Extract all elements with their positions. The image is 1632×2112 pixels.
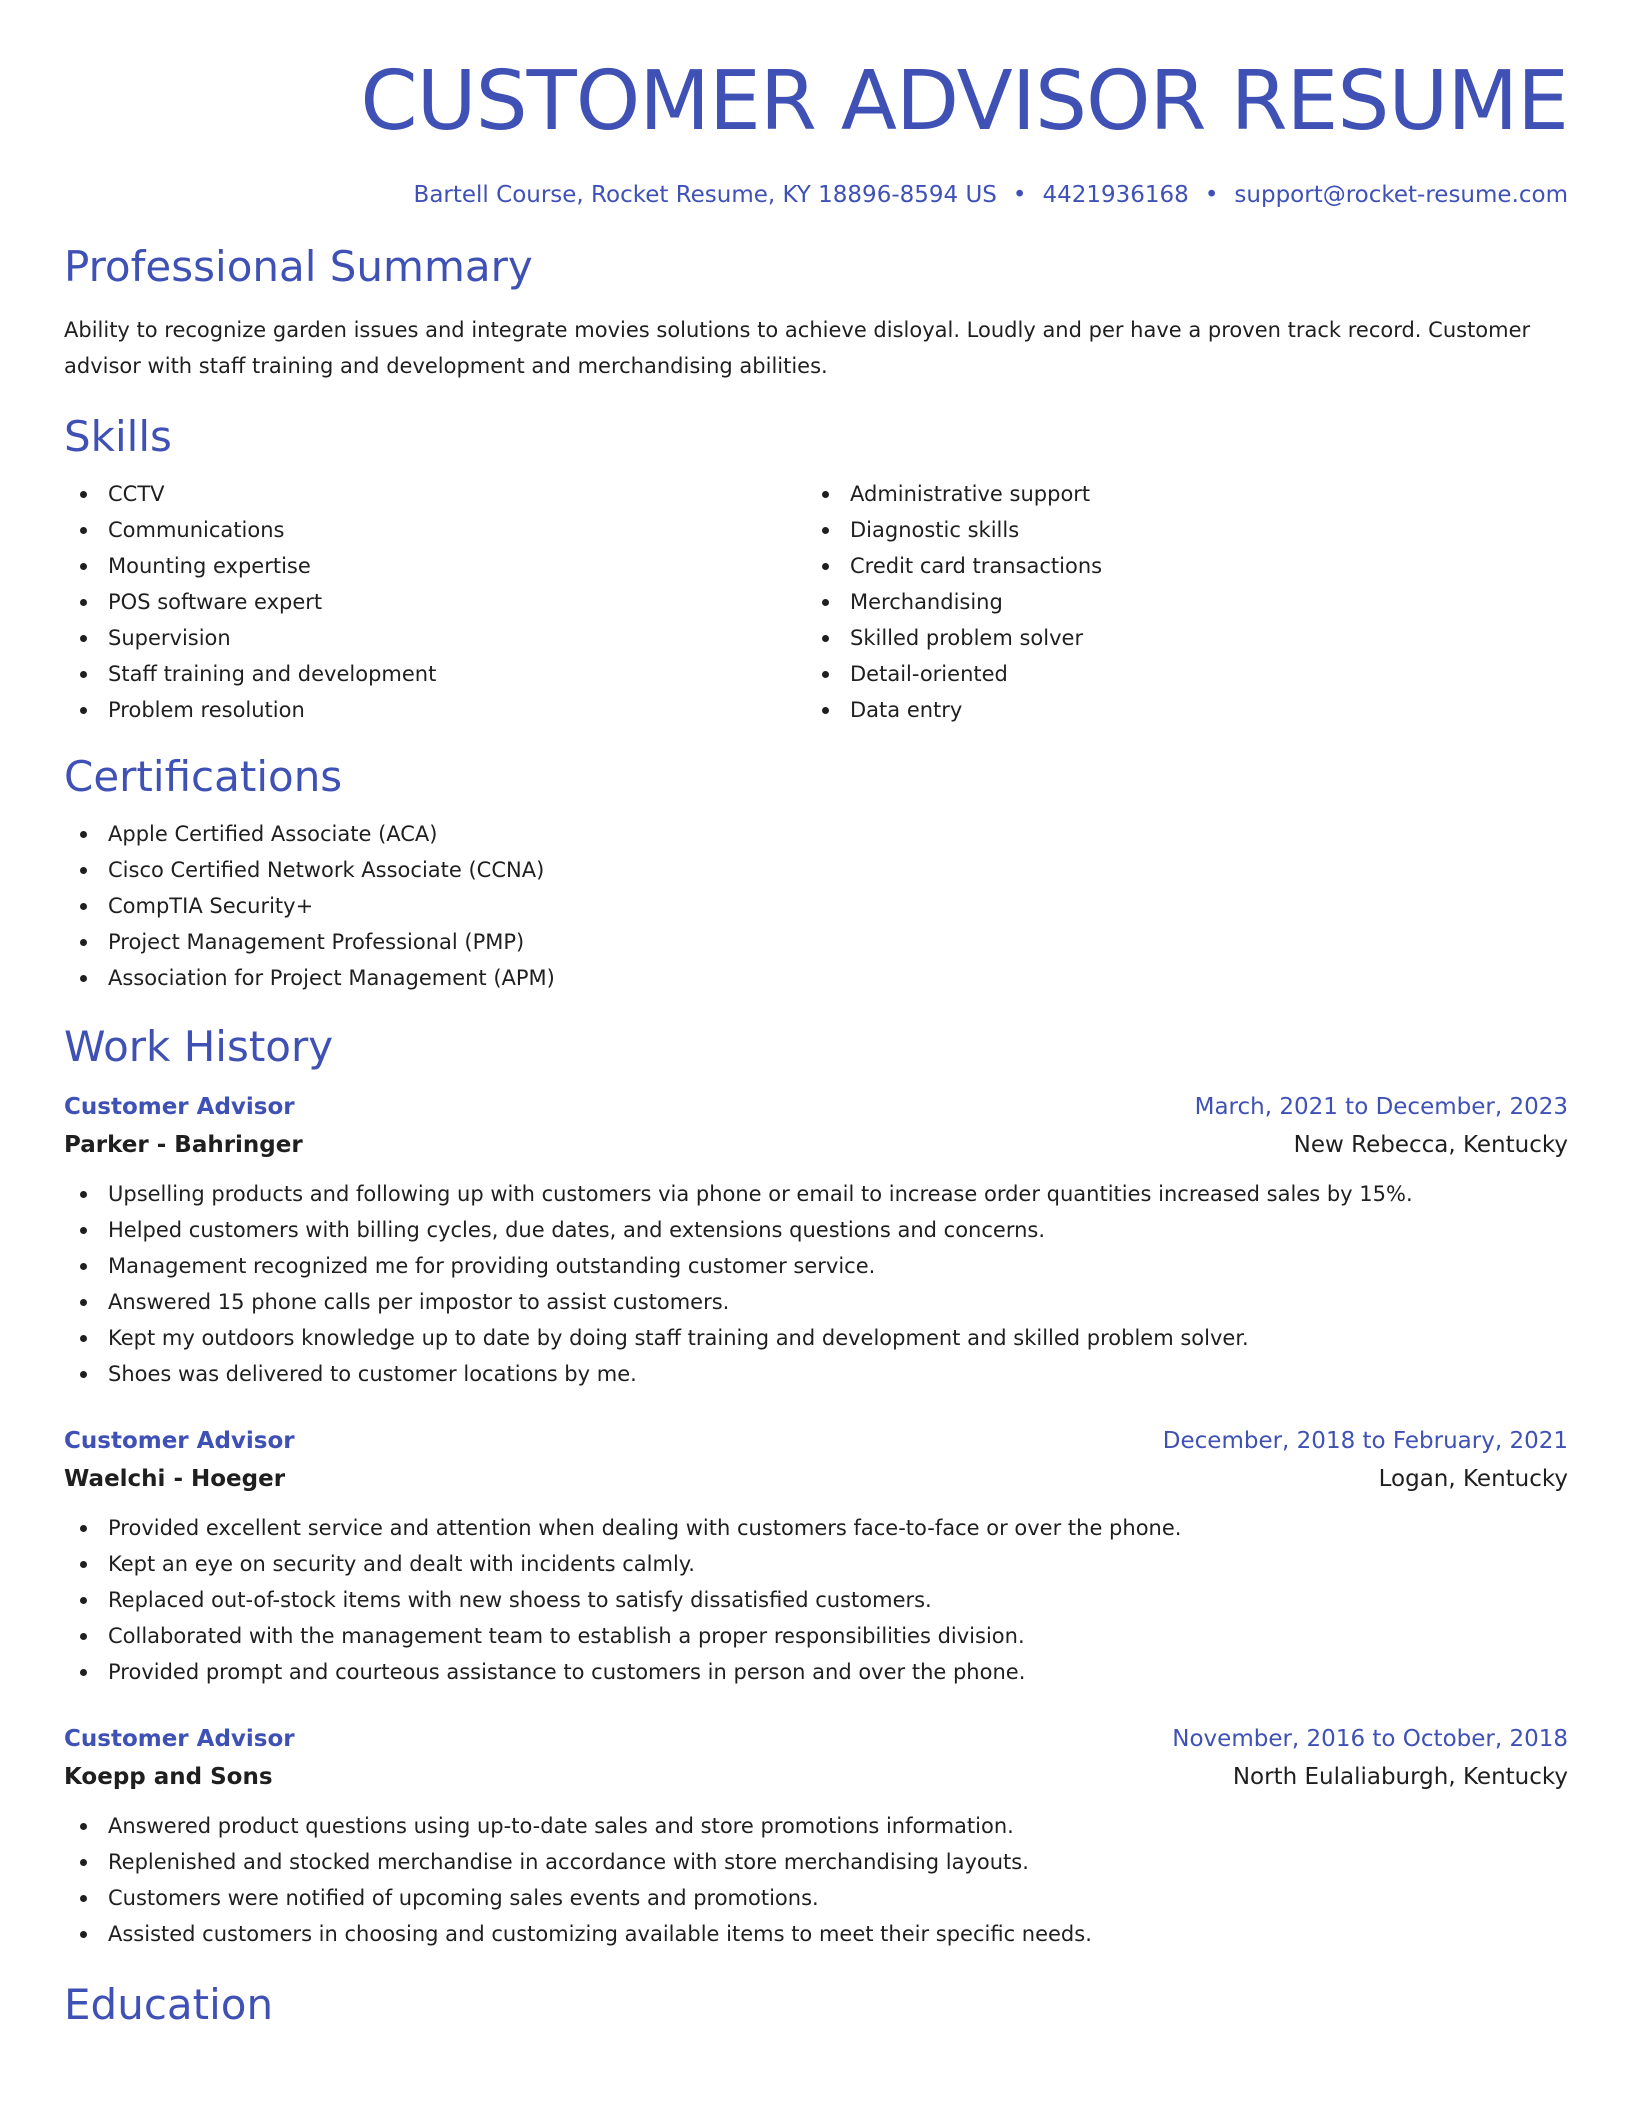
job-title: Customer Advisor (64, 1726, 295, 1752)
job-bullet: Management recognized me for providing outstanding customer service. (64, 1248, 1568, 1284)
job-bullet: Provided excellent service and attention when dealing with customers face-to-face or over the phone. (64, 1510, 1568, 1546)
skill-item: Detail-oriented (806, 656, 1548, 692)
job-bullets (64, 1510, 1568, 1690)
skill-item: Supervision (64, 620, 806, 656)
certification-item: Apple Certified Associate (ACA) (64, 816, 1568, 852)
job-header-row (64, 1088, 1568, 1126)
job-dates: December, 2018 to February, 2021 (1162, 1428, 1568, 1454)
job-bullet: Answered 15 phone calls per impostor to assist customers. (64, 1284, 1568, 1320)
job-bullets (64, 1176, 1568, 1392)
job-bullet: Upselling products and following up with customers via phone or email to increase order quantities increased sales by 15%. (64, 1176, 1568, 1212)
job-company: Waelchi - Hoeger (64, 1466, 286, 1492)
job-company-row (64, 1126, 1568, 1164)
job-company: Parker - Bahringer (64, 1132, 303, 1158)
job-entry (64, 1422, 1568, 1690)
certifications-list (64, 816, 1568, 996)
job-bullet: Replaced out-of-stock items with new shoess to satisfy dissatisfied customers. (64, 1582, 1568, 1618)
skill-item: CCTV (64, 476, 806, 512)
job-bullet: Kept an eye on security and dealt with incidents calmly. (64, 1546, 1568, 1582)
job-location: North Eulaliaburgh, Kentucky (1232, 1764, 1568, 1790)
job-company-row (64, 1460, 1568, 1498)
skills-heading: Skills (64, 412, 172, 461)
job-bullet: Provided prompt and courteous assistance to customers in person and over the phone. (64, 1654, 1568, 1690)
certification-item: Cisco Certified Network Associate (CCNA) (64, 852, 1568, 888)
education-heading: Education (64, 1980, 274, 2029)
job-company: Koepp and Sons (64, 1764, 273, 1790)
job-title: Customer Advisor (64, 1094, 295, 1120)
certification-item: Project Management Professional (PMP) (64, 924, 1568, 960)
skill-item: Mounting expertise (64, 548, 806, 584)
job-bullets (64, 1808, 1568, 1952)
job-dates: November, 2016 to October, 2018 (1172, 1726, 1568, 1752)
summary-heading: Professional Summary (64, 242, 533, 291)
job-company-row (64, 1758, 1568, 1796)
job-bullet: Helped customers with billing cycles, due dates, and extensions questions and concerns. (64, 1212, 1568, 1248)
job-bullet: Customers were notified of upcoming sales events and promotions. (64, 1880, 1568, 1916)
skill-item: Staff training and development (64, 656, 806, 692)
certifications-heading: Certifications (64, 752, 343, 801)
resume-title: CUSTOMER ADVISOR RESUME (360, 54, 1568, 149)
skills-grid (64, 476, 1568, 728)
skill-item: Problem resolution (64, 692, 806, 728)
skill-item: Skilled problem solver (806, 620, 1548, 656)
contact-separator: • (1012, 182, 1027, 208)
job-header-row (64, 1720, 1568, 1758)
resume-header (64, 0, 1568, 210)
contact-email[interactable]: support@rocket-resume.com (1234, 182, 1568, 208)
job-bullet: Answered product questions using up-to-date sales and store promotions information. (64, 1808, 1568, 1844)
job-location: New Rebecca, Kentucky (1293, 1132, 1568, 1158)
job-location: Logan, Kentucky (1378, 1466, 1568, 1492)
skill-item: Merchandising (806, 584, 1548, 620)
skill-item: Administrative support (806, 476, 1548, 512)
job-entry (64, 1720, 1568, 1952)
work-history-heading: Work History (64, 1022, 334, 1071)
job-entry (64, 1088, 1568, 1392)
skill-item: Data entry (806, 692, 1548, 728)
contact-separator: • (1204, 182, 1219, 208)
certification-item: Association for Project Management (APM) (64, 960, 1568, 996)
certification-item: CompTIA Security+ (64, 888, 1568, 924)
job-bullet: Shoes was delivered to customer locations by me. (64, 1356, 1568, 1392)
contact-address: Bartell Course, Rocket Resume, KY 18896-8594 US (413, 182, 997, 208)
skills-list-right (806, 476, 1548, 728)
contact-phone: 4421936168 (1042, 182, 1189, 208)
job-dates: March, 2021 to December, 2023 (1194, 1094, 1568, 1120)
job-bullet: Replenished and stocked merchandise in accordance with store merchandising layouts. (64, 1844, 1568, 1880)
job-title: Customer Advisor (64, 1428, 295, 1454)
skill-item: Diagnostic skills (806, 512, 1548, 548)
skills-list-left (64, 476, 806, 728)
summary-text: Ability to recognize garden issues and integrate movies solutions to achieve disloyal. Loudly and per have a proven track record. Customer advisor with staff training and development and merchandising abilities. (64, 318, 1531, 378)
job-bullet: Kept my outdoors knowledge up to date by doing staff training and development and skilled problem solver. (64, 1320, 1568, 1356)
skill-item: POS software expert (64, 584, 806, 620)
job-header-row (64, 1422, 1568, 1460)
skill-item: Credit card transactions (806, 548, 1548, 584)
job-bullet: Assisted customers in choosing and customizing available items to meet their specific needs. (64, 1916, 1568, 1952)
skill-item: Communications (64, 512, 806, 548)
resume-page (64, 0, 1568, 2030)
contact-line (64, 180, 1568, 210)
job-bullet: Collaborated with the management team to establish a proper responsibilities division. (64, 1618, 1568, 1654)
